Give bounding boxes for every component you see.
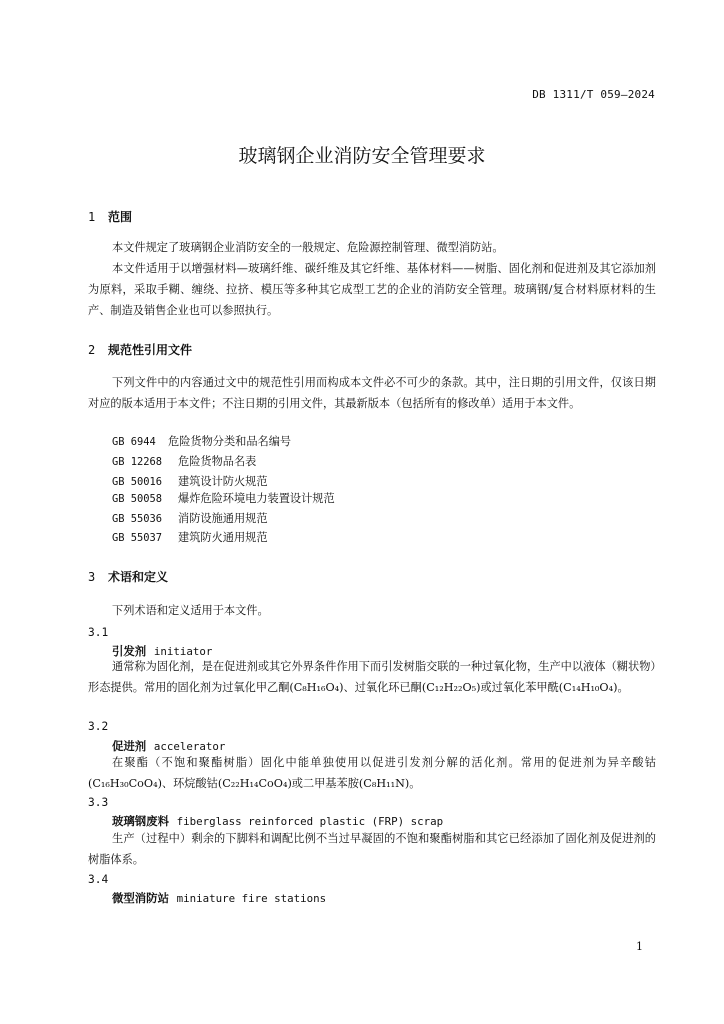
term-chinese: 玻璃钢废料 <box>112 814 169 828</box>
term-english: miniature fire stations <box>176 892 327 905</box>
term-english: fiberglass reinforced plastic (FRP) scrap <box>176 815 444 828</box>
reference-code: GB 6944 <box>112 436 156 448</box>
section-heading-1 <box>88 208 132 225</box>
reference-item <box>112 452 256 473</box>
reference-code: GB 50058 <box>112 493 163 505</box>
reference-item <box>112 509 268 530</box>
paragraph: 本文件适用于以增强材料—玻璃纤维、碳纤维及其它纤维、基体材料——树脂、固化剂和促进剂及其它添加剂为原料，采取手糊、缠绕、拉挤、模压等多种其它成型工艺的企业的消防安全管理。玻璃钢/复合材料原材料的生产、制造及销售企业也可以参照执行。 <box>88 262 656 317</box>
reference-code: GB 50016 <box>112 476 163 488</box>
page-number: 1 <box>636 940 643 953</box>
section-title: 范围 <box>108 210 133 224</box>
term-number: 3.3 <box>88 796 109 809</box>
term-english: accelerator <box>153 740 226 753</box>
reference-item <box>112 528 268 549</box>
term-definition: 生产（过程中）剩余的下脚料和调配比例不当过早凝固的不饱和聚酯树脂和其它已经添加了固化剂及促进剂的树脂体系。 <box>88 832 656 866</box>
term-english: initiator <box>153 645 213 658</box>
reference-code: GB 55036 <box>112 513 163 525</box>
term-chinese: 引发剂 <box>112 644 147 658</box>
paragraph: 本文件规定了玻璃钢企业消防安全的一般规定、危险源控制管理、微型消防站。 <box>112 241 504 254</box>
document-number: DB 1311/T 059—2024 <box>532 88 655 101</box>
section-number: 1 <box>88 210 96 224</box>
reference-name: 危险货物品名表 <box>178 455 257 468</box>
paragraph: 下列术语和定义适用于本文件。 <box>112 604 269 617</box>
term-chinese: 促进剂 <box>112 739 147 753</box>
term-chinese: 微型消防站 <box>112 891 169 905</box>
reference-name: 消防设施通用规范 <box>178 512 268 525</box>
reference-name: 建筑设计防火规范 <box>178 475 268 488</box>
section-heading-3 <box>88 568 168 585</box>
reference-item <box>112 432 291 453</box>
term-heading <box>112 890 326 906</box>
document-title: 玻璃钢企业消防安全管理要求 <box>238 145 486 167</box>
term-number: 3.2 <box>88 720 109 733</box>
term-number: 3.1 <box>88 626 109 639</box>
section-title: 规范性引用文件 <box>108 343 193 357</box>
reference-code: GB 12268 <box>112 456 163 468</box>
section-heading-2 <box>88 341 192 358</box>
section-number: 2 <box>88 343 96 357</box>
term-definition: 在聚酯（不饱和聚酯树脂）固化中能单独使用以促进引发剂分解的活化剂。常用的促进剂为异辛酸钴(C₁₆H₃₀CoO₄)、环烷酸钴(C₂₂H₁₄CoO₄)或二甲基苯胺(C₈H₁₁N)。 <box>88 756 656 790</box>
reference-name: 爆炸危险环境电力装置设计规范 <box>178 492 335 505</box>
section-number: 3 <box>88 570 96 584</box>
term-definition: 通常称为固化剂，是在促进剂或其它外界条件作用下而引发树脂交联的一种过氧化物，生产中以液体（糊状物）形态提供。常用的固化剂为过氧化甲乙酮(C₈H₁₆O₄)、过氧化环已酮(C₁₂H₂₂O₅)或过氧化苯甲酰(C₁₄H₁₀O₄)。 <box>88 660 656 694</box>
section-title: 术语和定义 <box>108 570 169 584</box>
reference-name: 建筑防火通用规范 <box>178 531 268 544</box>
reference-code: GB 55037 <box>112 532 163 544</box>
reference-item <box>112 489 335 510</box>
reference-name: 危险货物分类和品名编号 <box>168 435 292 448</box>
term-number: 3.4 <box>88 873 109 886</box>
term-heading <box>112 738 225 754</box>
term-heading <box>112 813 443 829</box>
paragraph: 下列文件中的内容通过文中的规范性引用而构成本文件必不可少的条款。其中，注日期的引用文件，仅该日期对应的版本适用于本文件；不注日期的引用文件，其最新版本（包括所有的修改单）适用于本文件。 <box>88 376 656 410</box>
